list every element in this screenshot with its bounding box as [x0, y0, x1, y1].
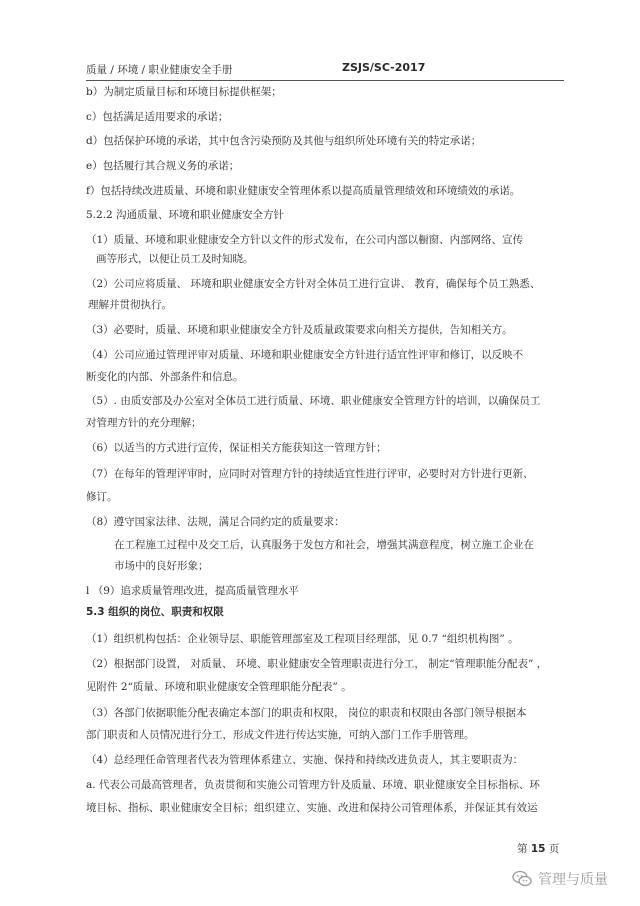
text-line: （7）在每年的管理评审时，应同时对管理方针的持续适宜性进行评审，必要时对方针进行更新、 — [86, 468, 534, 480]
manual-title: 质量 / 环境 / 职业健康安全手册 — [86, 64, 233, 76]
wechat-icon — [512, 870, 532, 888]
text-line: 在工程施工过程中及交工后，认真服务于发包方和社会，增强其满意程度，树立施工企业在 — [114, 539, 534, 551]
text-line: （2）公司应将质量、 环境和职业健康安全方针对全体员工进行宣讲、 教育，确保每个员工熟悉、 — [86, 278, 541, 290]
watermark-text: 管理与质量 — [538, 872, 608, 888]
text-line: 修订。 — [86, 491, 118, 503]
text-line: （2）根据部门设置， 对质量、 环境、职业健康安全管理职责进行分工， 制定“管理职能分配表” ， — [86, 658, 548, 670]
text-line: c）包括满足适用要求的承诺； — [86, 111, 229, 123]
text-line: （5）. 由质安部及办公室对全体员工进行质量、环境、职业健康安全管理方针的培训，以确保员工 — [86, 395, 541, 407]
text-line: a. 代表公司最高管理者，负责贯彻和实施公司管理方针及质量、环境、职业健康安全目标指标、环 — [86, 779, 540, 791]
page-number: 第 15 页 — [517, 843, 560, 855]
text-line: 对管理方针的充分理解； — [86, 417, 202, 429]
text-line: 画等形式，以便让员工及时知晓。 — [96, 253, 254, 265]
text-line: f）包括持续改进质量、环境和职业健康安全管理体系以提高质量管理绩效和环境绩效的承诺。 — [86, 185, 521, 197]
text-line: 断变化的内部、外部条件和信息。 — [86, 371, 244, 383]
text-line: 见附件 2“质量、环境和职业健康安全管理职能分配表” 。 — [86, 681, 352, 693]
text-line: 理解并贯彻执行。 — [88, 299, 172, 311]
text-line: 部门职责和人员情况进行分工，形成文件进行传达实施，可纳入部门工作手册管理。 — [86, 729, 475, 741]
text-line: （3）必要时，质量、环境和职业健康安全方针及质量政策要求向相关方提供，告知相关方。 — [86, 324, 513, 336]
text-line: （4）总经理任命管理者代表为管理体系建立、实施、保持和持续改进负责人，其主要职责为： — [86, 754, 524, 766]
section-heading: 5.3 组织的岗位、职责和权限 — [86, 606, 224, 618]
section-heading: 5.2.2 沟通质量、环境和职业健康安全方针 — [86, 209, 285, 221]
watermark — [512, 868, 608, 890]
document-code: ZSJS/SC-2017 — [342, 61, 426, 74]
page-header — [86, 60, 564, 81]
text-line: 市场中的良好形象； — [114, 560, 209, 572]
text-line: （1）组织机构包括：企业领导层、职能管理部室及工程项目经理部，见 0.7 “组织机构图” 。 — [86, 633, 519, 645]
text-line: b）为制定质量目标和环境目标提供框架； — [86, 86, 282, 98]
text-line: （8）遵守国家法律、法规，满足合同约定的质量要求： — [86, 516, 345, 528]
text-line: （6）以适当的方式进行宣传，保证相关方能获知这一管理方针； — [86, 442, 387, 454]
text-line: 境目标、指标、职业健康安全目标；组织建立、实施、改进和保持公司管理体系，并保证其有效运 — [86, 802, 538, 814]
text-line: e）包括履行其合规义务的承诺； — [86, 160, 240, 172]
text-line: （4）公司应通过管理评审对质量、环境和职业健康安全方针进行适宜性评审和修订，以反映不 — [86, 349, 524, 361]
text-line: d）包括保护环境的承诺，其中包含污染预防及其他与组织所处环境有关的特定承诺； — [86, 135, 482, 147]
text-line: （3）各部门依据职能分配表确定本部门的职责和权限， 岗位的职责和权限由各部门领导根据本 — [86, 707, 527, 719]
text-line: （1）质量、环境和职业健康安全方针以文件的形式发布，在公司内部以橱窗、内部网络、宣传 — [86, 234, 524, 246]
text-line: l （9）追求质量管理改进，提高质量管理水平 — [86, 585, 299, 597]
